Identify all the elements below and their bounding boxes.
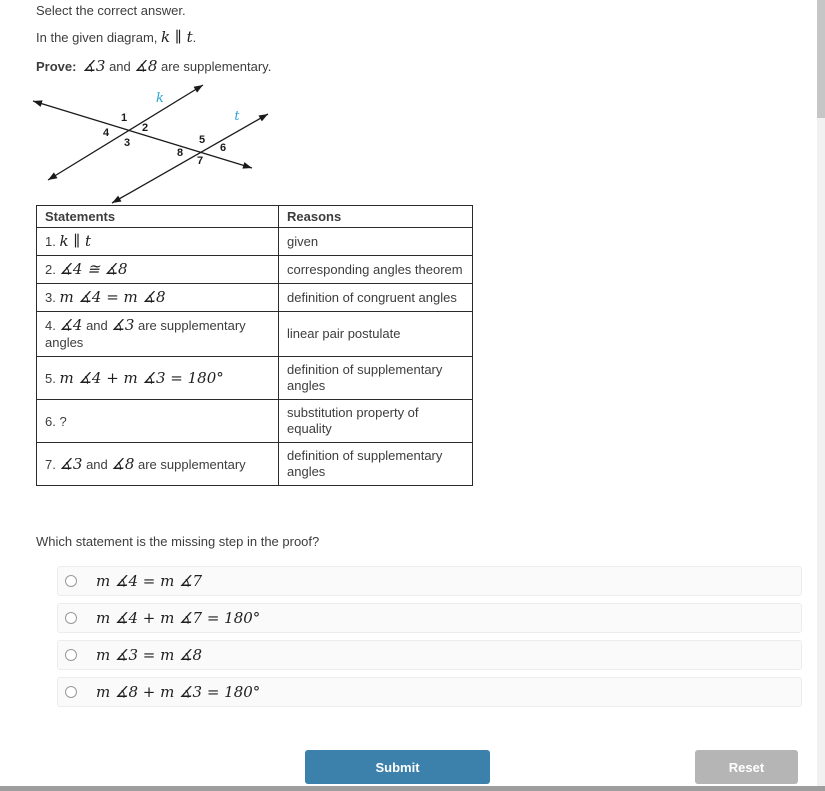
geometry-diagram <box>28 82 288 207</box>
line-t <box>112 114 268 203</box>
statement-cell <box>37 443 279 486</box>
table-row <box>37 256 473 284</box>
question-text: Which statement is the missing step in the proof? <box>36 534 320 549</box>
text-fragment: 4. <box>45 318 60 333</box>
math-fragment: m ∡4 = m ∡8 <box>59 288 166 306</box>
math-fragment: ∡3 <box>111 316 135 334</box>
math-fragment: ∡8 <box>134 57 158 75</box>
answer-option[interactable] <box>57 640 802 670</box>
text-fragment: and <box>82 456 112 472</box>
text-fragment: 7. <box>45 456 60 472</box>
instruction-text: Select the correct answer. <box>36 3 186 18</box>
table-row <box>37 228 473 256</box>
table-header-row <box>37 206 473 228</box>
math-fragment: ∡3 <box>59 454 83 473</box>
reason-cell: given <box>279 228 473 256</box>
text-fragment: are supplementary. <box>157 59 272 74</box>
angle-label-6: 6 <box>219 142 227 154</box>
statements-header: Statements <box>37 206 279 228</box>
reason-cell: substitution property of equality <box>279 400 473 443</box>
radio-button[interactable] <box>65 612 77 624</box>
option-math: m ∡4 = m ∡7 <box>96 572 203 590</box>
proof-table-body <box>37 228 473 486</box>
angle-label-1: 1 <box>120 112 128 124</box>
text-fragment: 2. <box>45 262 60 277</box>
option-math: m ∡4 + m ∡7 = 180° <box>96 609 261 627</box>
prove-statement <box>36 57 271 75</box>
angle-label-8: 8 <box>176 147 184 159</box>
given-statement <box>36 28 196 46</box>
radio-button[interactable] <box>65 686 77 698</box>
statement-cell <box>37 312 279 357</box>
scrollbar-thumb[interactable] <box>817 0 825 118</box>
text-fragment: 3. <box>45 290 60 305</box>
statement-cell <box>37 228 279 256</box>
math-fragment: ∡3 <box>82 57 106 75</box>
answer-option[interactable] <box>57 603 802 633</box>
angle-label-4: 4 <box>102 127 110 139</box>
answer-option[interactable] <box>57 566 802 596</box>
text-fragment: 5. <box>45 370 60 386</box>
statement-cell <box>37 400 279 443</box>
reason-cell: linear pair postulate <box>279 312 473 357</box>
arrowhead <box>242 162 253 171</box>
arrowhead <box>32 98 43 107</box>
table-row <box>37 443 473 486</box>
line-k <box>48 85 206 180</box>
math-fragment: ∡4 <box>59 316 83 334</box>
text-fragment: . <box>192 30 197 45</box>
reason-cell: definition of supplementary angles <box>279 357 473 400</box>
reason-cell: corresponding angles theorem <box>279 256 473 284</box>
text-fragment: are supplementary <box>134 456 246 472</box>
table-row <box>37 357 473 400</box>
radio-button[interactable] <box>65 649 77 661</box>
text-fragment: 6. ? <box>45 413 67 429</box>
table-row <box>37 312 473 357</box>
answer-option[interactable] <box>57 677 802 707</box>
arrowhead <box>258 111 269 121</box>
math-fragment: k ∥ t <box>161 28 193 46</box>
radio-button[interactable] <box>65 575 77 587</box>
angle-label-5: 5 <box>198 134 206 146</box>
text-fragment: and <box>105 59 135 74</box>
reset-button[interactable]: Reset <box>695 750 798 784</box>
math-fragment: k ∥ t <box>59 232 92 250</box>
angle-label-3: 3 <box>123 137 131 149</box>
reasons-header: Reasons <box>279 206 473 228</box>
angle-label-2: 2 <box>141 122 149 134</box>
text-fragment: are supplementary angles <box>45 318 246 350</box>
math-fragment: ∡8 <box>111 454 135 473</box>
line-k-label: k <box>156 91 164 106</box>
text-fragment: 1. <box>45 234 60 249</box>
answer-options <box>57 566 802 714</box>
text-fragment: In the given diagram, <box>36 30 162 45</box>
option-math: m ∡3 = m ∡8 <box>96 646 203 664</box>
statement-cell <box>37 284 279 312</box>
line-t-label: t <box>234 109 240 124</box>
table-row <box>37 284 473 312</box>
statement-cell <box>37 357 279 400</box>
math-fragment: ∡4 ≅ ∡8 <box>59 260 128 278</box>
transversal-line <box>33 101 252 168</box>
arrowhead <box>194 82 205 93</box>
prove-content <box>82 59 271 74</box>
text-fragment: and <box>82 318 112 333</box>
prove-label: Prove: <box>36 59 77 74</box>
submit-button[interactable]: Submit <box>305 750 490 784</box>
bottom-frame-edge <box>0 786 825 791</box>
arrowhead <box>46 172 57 183</box>
statement-cell <box>37 256 279 284</box>
reason-cell: definition of congruent angles <box>279 284 473 312</box>
math-fragment: m ∡4 + m ∡3 = 180° <box>59 368 224 387</box>
proof-table <box>36 205 473 486</box>
angle-label-7: 7 <box>196 155 204 167</box>
table-row <box>37 400 473 443</box>
option-math: m ∡8 + m ∡3 = 180° <box>96 683 261 701</box>
reason-cell: definition of supplementary angles <box>279 443 473 486</box>
